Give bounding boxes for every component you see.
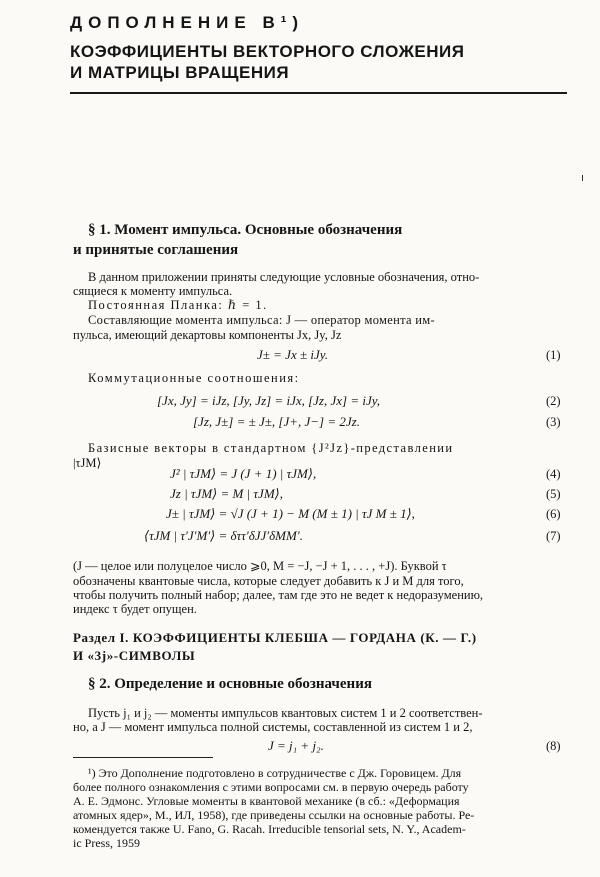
equation-4-number: (4) <box>546 467 561 481</box>
equation-5-number: (5) <box>546 487 561 501</box>
equation-6: J± | τJM⟩ = √J (J + 1) − M (M ± 1) | τJ M ± 1⟩, <box>166 506 415 521</box>
commutation-label: Коммутационные соотношения: <box>88 371 300 385</box>
margin-mark <box>582 175 583 181</box>
section1-heading-line2: и принятые соглашения <box>73 242 239 258</box>
part1-heading-line1: Раздел I. КОЭФФИЦИЕНТЫ КЛЕБША — ГОРДАНА (К. — Г.) <box>73 630 477 645</box>
equation-2: [Jx, Jy] = iJz, [Jy, Jz] = iJx, [Jz, Jx] = iJy, <box>157 393 381 408</box>
equation-3: [Jz, J±] = ± J±, [J+, J−] = 2Jz. <box>193 414 360 429</box>
note-line3: чтобы получить полный набор; далее, там где это не ведет к недоразумению, <box>73 588 484 602</box>
section2-line2: но, а J — момент импульса полной системы, составленной из систем 1 и 2, <box>73 720 473 734</box>
header-rule <box>70 92 567 94</box>
footnote-line3: А. Е. Эдмонс. Угловые моменты в квантовой механике (в сб.: «Деформация <box>73 794 460 808</box>
equation-6-number: (6) <box>546 507 561 521</box>
footnote-line4: атомных ядер», М., ИЛ, 1958), где приведены ссылки на основные работы. Ре- <box>73 808 475 822</box>
basis-line2: |τJM⟩ <box>73 456 102 470</box>
footnote-line6: ic Press, 1959 <box>73 836 140 850</box>
appendix-title-line1: КОЭФФИЦИЕНТЫ ВЕКТОРНОГО СЛОЖЕНИЯ <box>70 42 465 61</box>
equation-8: J = j₁ + j₂. <box>268 738 324 753</box>
equation-3-number: (3) <box>546 415 561 429</box>
appendix-title-line2: И МАТРИЦЫ ВРАЩЕНИЯ <box>70 63 290 82</box>
equation-5: Jz | τJM⟩ = M | τJM⟩, <box>170 486 283 501</box>
note-line4: индекс τ будет опущен. <box>73 602 197 616</box>
appendix-label: ДОПОЛНЕНИЕ В¹) <box>70 13 305 32</box>
note-line1: (J — целое или полуцелое число ⩾0, M = −J, −J + 1, . . . , +J). Буквой τ <box>73 559 447 573</box>
note-line2: обозначены квантовые числа, которые следует добавить к J и M для того, <box>73 574 464 588</box>
section2-line1: Пусть j₁ и j₂ — моменты импульсов квантовых систем 1 и 2 соответствен- <box>88 706 483 720</box>
section1-heading-line1: § 1. Момент импульса. Основные обозначения <box>88 222 403 238</box>
footnote-rule <box>73 757 213 758</box>
ang-line1: Составляющие момента импульса: J — оператор момента им- <box>88 313 435 327</box>
footnote-line5: комендуется также U. Fano, G. Racah. Irreducible tensorial sets, N. Y., Academ- <box>73 822 466 836</box>
ang-line2: пульса, имеющий декартовы компоненты Jx, Jy, Jz <box>73 328 342 342</box>
section2-heading: § 2. Определение и основные обозначения <box>88 676 372 692</box>
equation-8-number: (8) <box>546 739 561 753</box>
planck-line: Постоянная Планка: ℏ = 1. <box>88 298 268 312</box>
footnote-line2: более полного ознакомления с этими вопросами см. в первую очередь работу <box>73 780 469 794</box>
equation-7: ⟨τJM | τ′J′M′⟩ = δττ′δJJ′δMM′. <box>144 528 303 543</box>
equation-4: J² | τJM⟩ = J (J + 1) | τJM⟩, <box>170 466 317 481</box>
equation-2-number: (2) <box>546 394 561 408</box>
intro-line2: сящиеся к моменту импульса. <box>73 284 233 298</box>
equation-7-number: (7) <box>546 529 561 543</box>
equation-1-number: (1) <box>546 348 561 362</box>
intro-line1: В данном приложении приняты следующие условные обозначения, отно- <box>88 270 480 284</box>
footnote-line1: ¹) Это Дополнение подготовлено в сотрудничестве с Дж. Горовицем. Для <box>88 766 462 780</box>
equation-1: J± = Jx ± iJy. <box>257 347 329 362</box>
basis-line1: Базисные векторы в стандартном {J²Jz}-представлении <box>88 441 454 455</box>
part1-heading-line2: И «3j»-СИМВОЛЫ <box>73 648 196 663</box>
